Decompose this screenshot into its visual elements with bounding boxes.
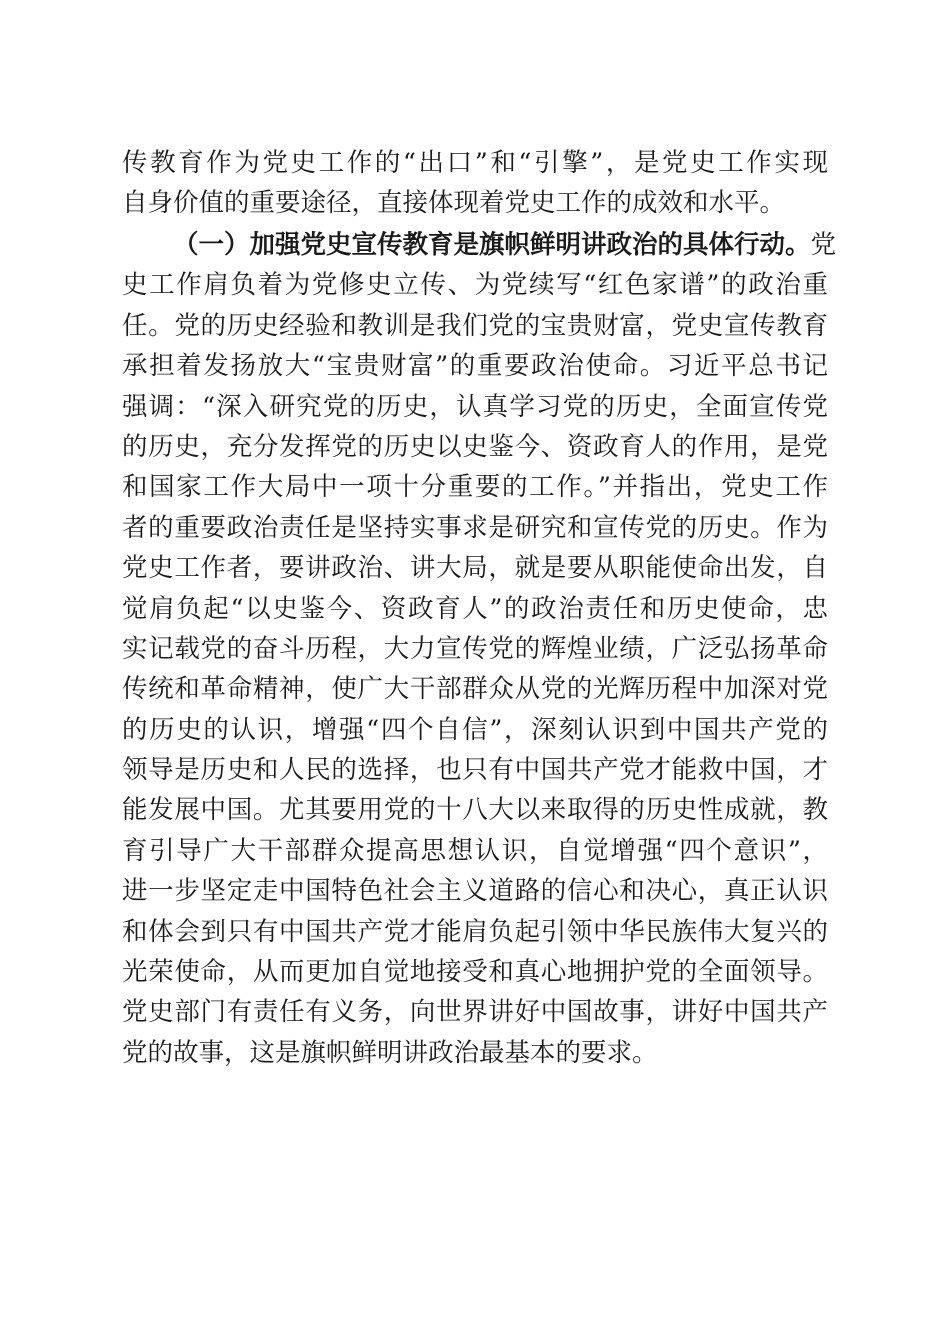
text-line: 的历史的认识，增强“四个自信”，深刻认识到中国共产党的 <box>122 714 828 745</box>
text-line: 党的故事，这是旗帜鲜明讲政治最基本的要求。 <box>122 1037 658 1068</box>
text-line: 实记载党的奋斗历程，大力宣传党的辉煌业绩，广泛弘扬革命 <box>122 633 828 664</box>
section-1-paragraph <box>122 225 837 1073</box>
text-fragment: 党 <box>810 230 837 260</box>
text-line: 光荣使命，从而更加自觉地接受和真心地拥护党的全面领导。 <box>122 957 828 988</box>
text-line: 和国家工作大局中一项十分重要的工作。”并指出，党史工作 <box>122 472 828 503</box>
text-line: 史工作肩负着为党修史立传、为党续写“红色家谱”的政治重 <box>122 270 828 301</box>
text-line: 能发展中国。尤其要用党的十八大以来取得的历史性成就，教 <box>122 795 828 826</box>
text-line: 和体会到只有中国共产党才能肩负起引领中华民族伟大复兴的 <box>122 916 828 947</box>
text-line: 自身价值的重要途径，直接体现着党史工作的成效和水平。 <box>122 188 786 219</box>
text-line: 党史工作者，要讲政治、讲大局，就是要从职能使命出发，自 <box>122 553 828 584</box>
text-line: 传统和革命精神，使广大干部群众从党的光辉历程中加深对党 <box>122 674 828 705</box>
text-line: 承担着发扬放大“宝贵财富”的重要政治使命。习近平总书记 <box>122 351 828 382</box>
text-line: 育引导广大干部群众提高思想认识，自觉增强“四个意识”， <box>122 835 828 866</box>
text-line: 党史部门有责任有义务，向世界讲好中国故事，讲好中国共产 <box>122 997 828 1028</box>
text-line: 任。党的历史经验和教训是我们党的宝贵财富，党史宣传教育 <box>122 310 828 341</box>
text-line: 传教育作为党史工作的“出口”和“引擎”，是党史工作实现 <box>122 148 828 178</box>
text-line: 进一步坚定走中国特色社会主义道路的信心和决心，真正认识 <box>122 876 828 907</box>
text-line: 强调：“深入研究党的历史，认真学习党的历史，全面宣传党 <box>122 391 828 422</box>
intro-paragraph <box>122 143 828 224</box>
text-line: 领导是历史和人民的选择，也只有中国共产党才能救中国，才 <box>122 755 828 786</box>
section-1-heading-line <box>122 225 837 265</box>
text-line: 者的重要政治责任是坚持实事求是研究和宣传党的历史。作为 <box>122 512 828 543</box>
text-line: 觉肩负起“以史鉴今、资政育人”的政治责任和历史使命，忠 <box>122 593 828 624</box>
text-line: 的历史，充分发挥党的历史以史鉴今、资政育人的作用，是党 <box>122 431 828 462</box>
section-1-heading: （一）加强党史宣传教育是旗帜鲜明讲政治的具体行动。 <box>173 230 811 260</box>
